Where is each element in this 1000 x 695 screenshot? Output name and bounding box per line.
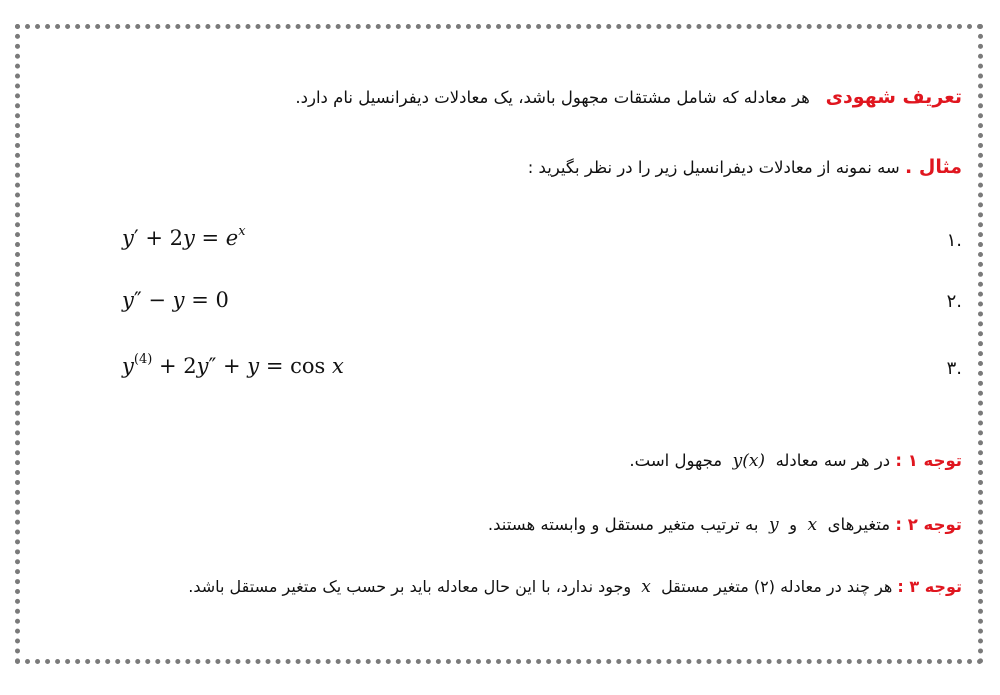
- note-3: [30, 577, 962, 597]
- note-1-math: y(x): [732, 451, 766, 471]
- dotted-border-frame: [15, 24, 983, 664]
- example-paragraph: [38, 156, 962, 178]
- note-2-connector: و: [789, 515, 798, 534]
- note-3-text-after: وجود ندارد، با این حال معادله باید بر حسب یک متغیر مستقل باشد.: [188, 577, 632, 596]
- note-3-label: توجه ۳ :: [897, 577, 962, 596]
- definition-term: تعریف شهودی: [825, 86, 962, 108]
- note-2-math-x: x: [807, 515, 818, 535]
- example-text: سه نمونه از معادلات دیفرانسیل زیر را در نظر بگیرید :: [527, 158, 900, 177]
- definition-paragraph: [38, 86, 962, 108]
- note-3-text-before: هر چند در معادله: [780, 577, 893, 596]
- note-1: [38, 451, 962, 471]
- note-2-label: توجه ۲ :: [895, 515, 962, 534]
- equation-2: y″ − y = 0: [122, 288, 229, 312]
- equation-1-number: .۱: [946, 230, 962, 251]
- note-2-text-before: متغیرهای: [827, 515, 891, 534]
- note-1-text-after: مجهول است.: [629, 451, 723, 470]
- note-2-math-y: y: [768, 515, 779, 535]
- note-1-text-before: در هر سه معادله: [775, 451, 891, 470]
- note-2: [38, 515, 962, 535]
- equation-2-number: .۲: [946, 291, 962, 312]
- note-1-label: توجه ۱ :: [895, 451, 962, 470]
- note-3-text-mid: متغیر مستقل: [661, 577, 749, 596]
- note-2-text-after: به ترتیب متغیر مستقل و وابسته هستند.: [487, 515, 759, 534]
- note-3-math: x: [641, 577, 651, 597]
- equation-3: $y^{(4)} + 2y'' + y = \cos x$: [122, 352, 344, 378]
- equation-3-number: .۳: [946, 358, 962, 379]
- note-3-ref: (۲): [753, 577, 775, 596]
- example-label: مثال .: [905, 156, 962, 178]
- equation-1: $y' + 2y = e^x$: [122, 224, 246, 250]
- definition-text: هر معادله که شامل مشتقات مجهول باشد، یک معادلات دیفرانسیل نام دارد.: [295, 88, 810, 107]
